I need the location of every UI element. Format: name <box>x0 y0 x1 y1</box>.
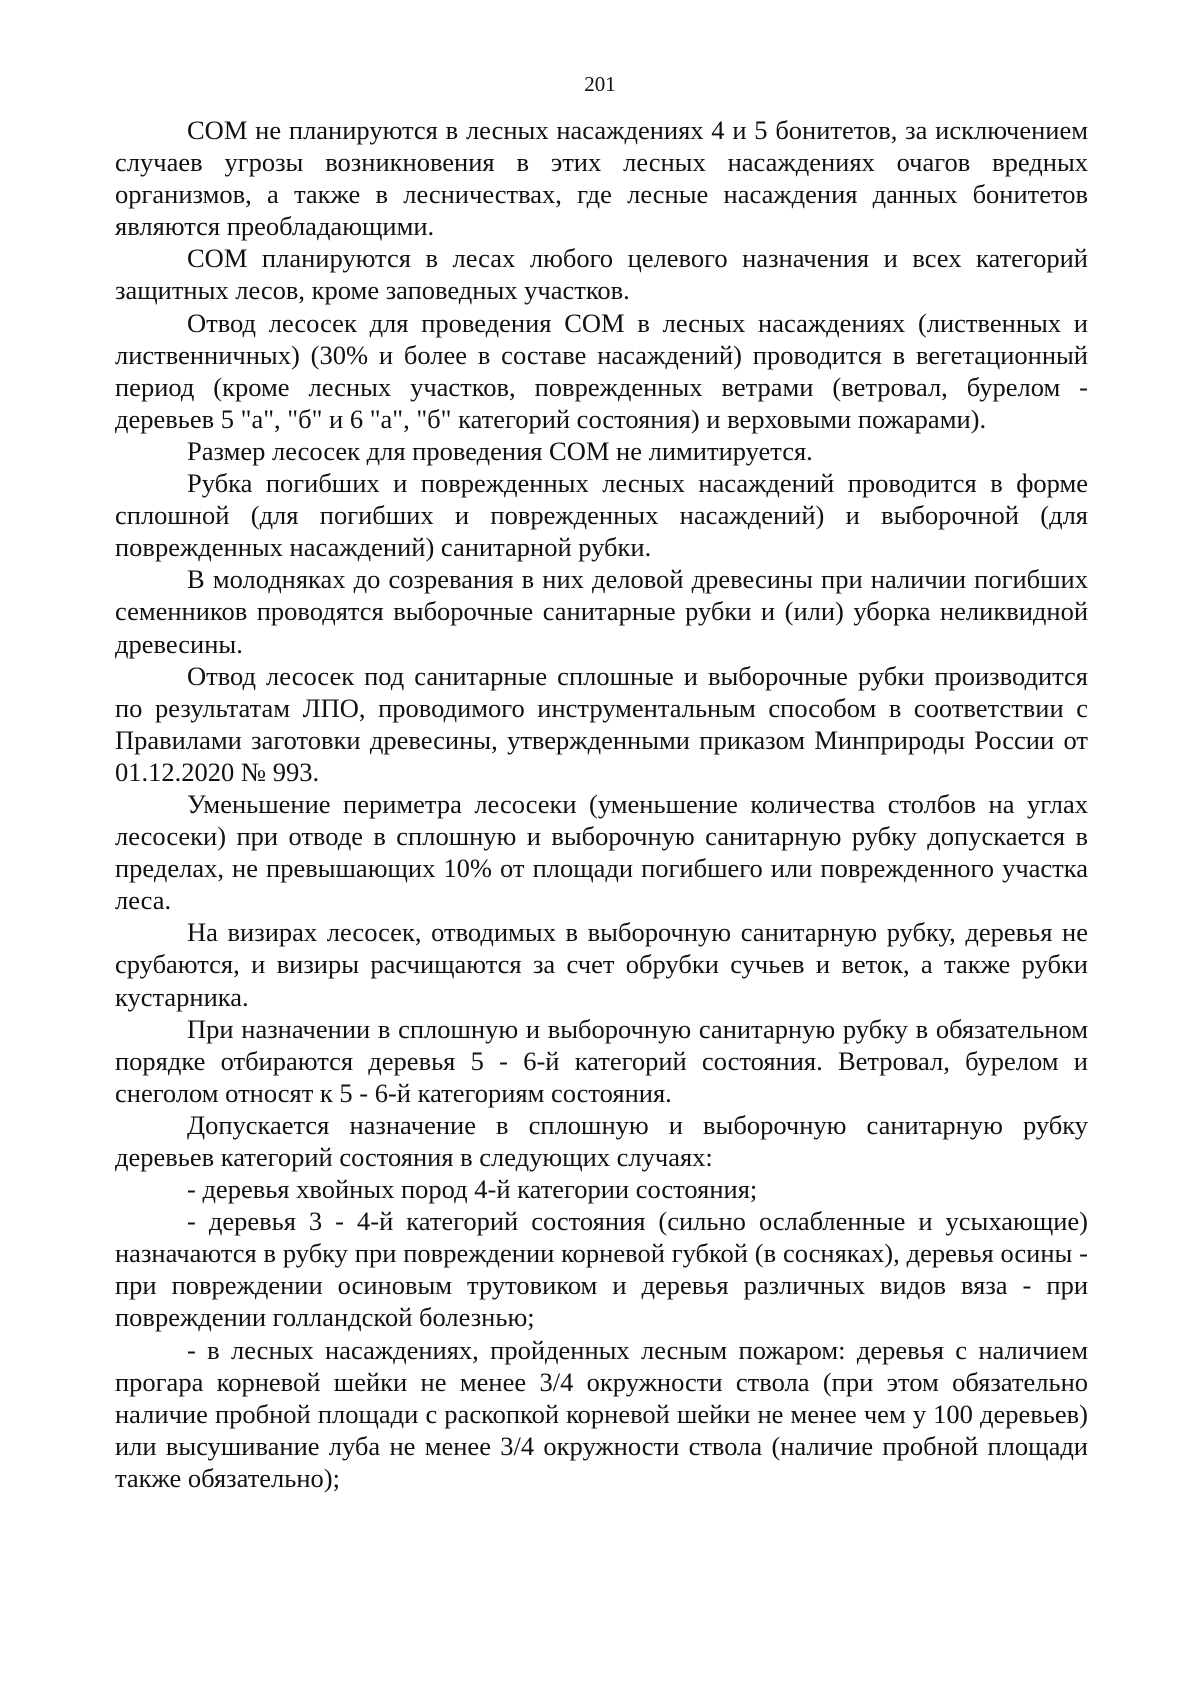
paragraph: На визирах лесосек, отводимых в выборочную санитарную рубку, деревья не срубаются, и визиры расчищаются за счет обрубки сучьев и веток, а также рубки кустарника. <box>115 917 1088 1012</box>
paragraph: Размер лесосек для проведения СОМ не лимитируется. <box>187 435 813 466</box>
paragraph: Рубка погибших и поврежденных лесных насаждений проводится в форме сплошной (для погибших и поврежденных насаждений) и выборочной (для поврежденных насаждений) санитарной рубки. <box>115 468 1088 563</box>
paragraph: При назначении в сплошную и выборочную санитарную рубку в обязательном порядке отбираются деревья 5 - 6-й категорий состояния. Ветровал, бурелом и снеголом относят к 5 - 6-й категориям состояния. <box>115 1013 1088 1108</box>
list-item: - в лесных насаждениях, пройденных лесным пожаром: деревья с наличием прогара корневой шейки не менее 3/4 окружности ствола (при этом обязательно наличие пробной площади с раскопкой корневой шейки не менее чем у 100 деревьев) или высушивание луба не менее 3/4 окружности ствола (наличие пробной площади также обязательно); <box>115 1334 1088 1493</box>
paragraph: Уменьшение периметра лесосеки (уменьшение количества столбов на углах лесосеки) при отводе в сплошную и выборочную санитарную рубку допускается в пределах, не превышающих 10% от площади погибшего или поврежденного участка леса. <box>115 788 1088 916</box>
paragraph: Отвод лесосек для проведения СОМ в лесных насаждениях (лиственных и лиственничных) (30% и более в составе насаждений) проводится в вегетационный период (кроме лесных участков, поврежденных ветрами (ветровал, бурелом - деревьев 5 "а", "б" и 6 "а", "б" категорий состояния) и верховыми пожарами). <box>115 307 1088 434</box>
paragraph: Отвод лесосек под санитарные сплошные и выборочные рубки производится по результатам ЛПО, проводимого инструментальным способом в соответствии с Правилами заготовки древесины, утвержденными приказом Минприроды России от 01.12.2020 № 993. <box>115 660 1088 787</box>
document-body <box>115 114 1088 1494</box>
paragraph: Допускается назначение в сплошную и выборочную санитарную рубку деревьев категорий состояния в следующих случаях: <box>115 1109 1088 1172</box>
list-item: - деревья 3 - 4-й категорий состояния (сильно ослабленные и усыхающие) назначаются в рубку при повреждении корневой губкой (в сосняках), деревья осины - при повреждении осиновым трутовиком и деревья различных видов вяза - при повреждении голландской болезнью; <box>115 1206 1088 1333</box>
paragraph: СОМ планируются в лесах любого целевого назначения и всех категорий защитных лесов, кроме заповедных участков. <box>115 243 1088 306</box>
paragraph: СОМ не планируются в лесных насаждениях 4 и 5 бонитетов, за исключением случаев угрозы возникновения в этих лесных насаждениях очагов вредных организмов, а также в лесничествах, где лесные насаждения данных бонитетов являются преобладающими. <box>115 115 1088 242</box>
page-number: 201 <box>584 72 616 96</box>
list-item: - деревья хвойных пород 4-й категории состояния; <box>187 1174 758 1205</box>
paragraph: В молодняках до созревания в них деловой древесины при наличии погибших семенников проводятся выборочные санитарные рубки и (или) уборка неликвидной древесины. <box>115 564 1088 659</box>
